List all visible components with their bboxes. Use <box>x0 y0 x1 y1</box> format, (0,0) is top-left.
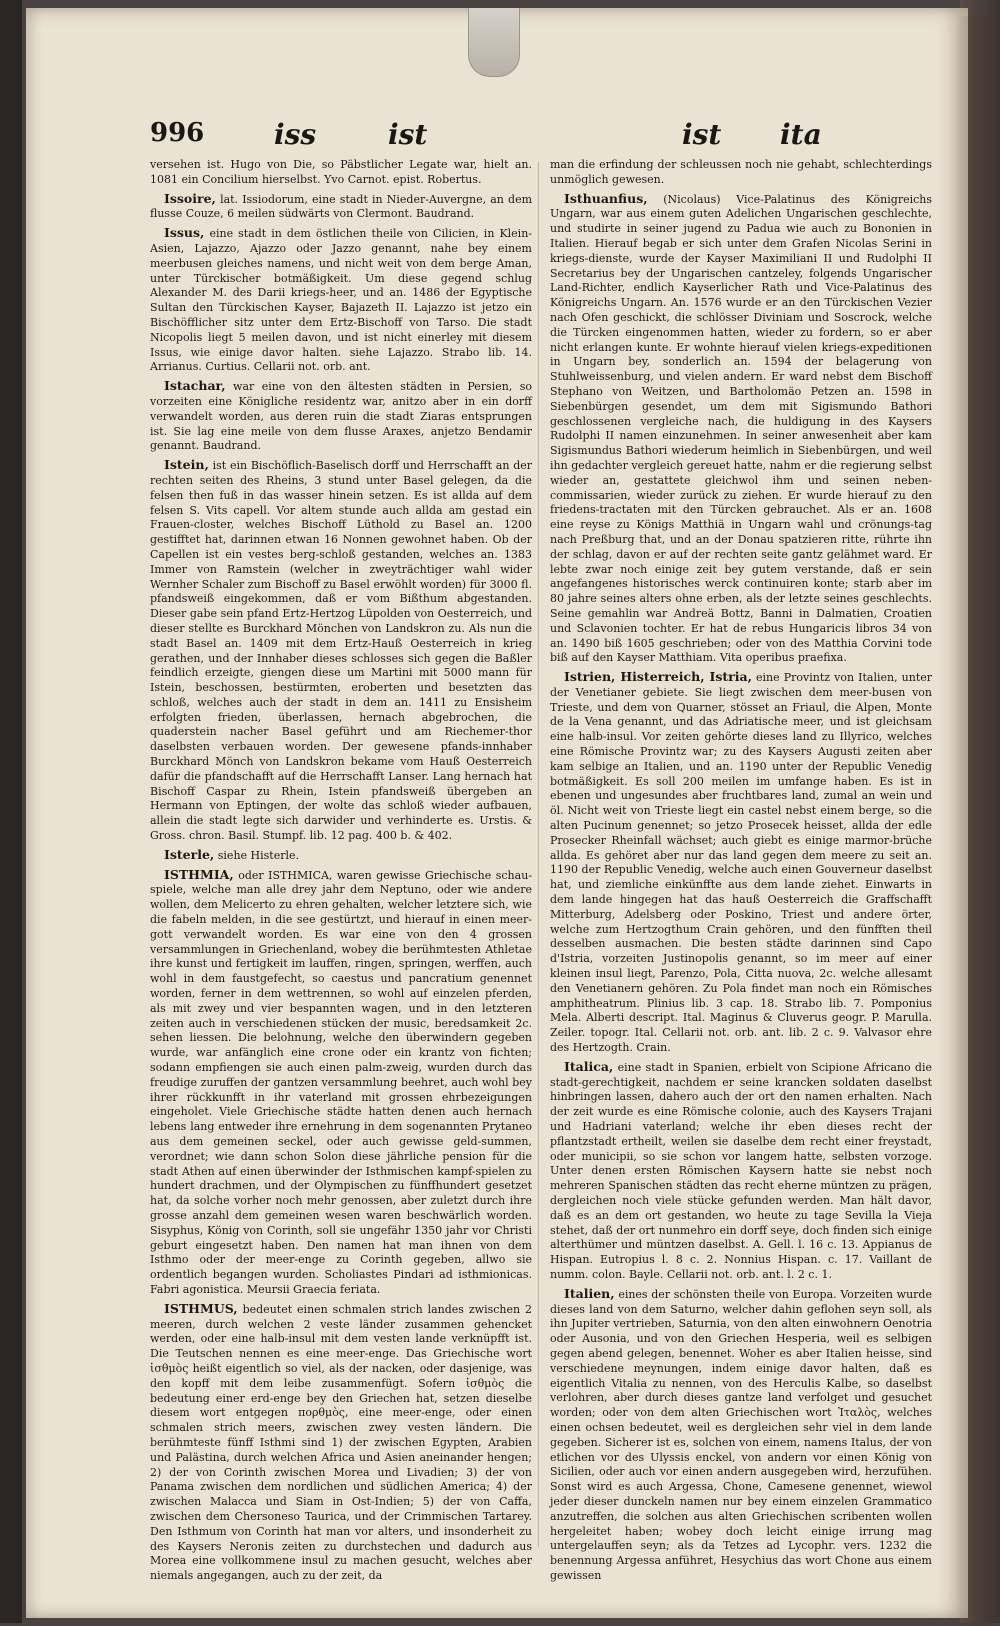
entry-text: versehen ist. Hugo von Die, so Päbstlicher Legate war, hielt an. 1081 ein Concilium hierselbst. Yvo Carnot. epist. Robertus. <box>150 158 532 186</box>
entry-text: lat. Issiodorum, eine stadt in Nieder-Auvergne, an dem flusse Couze, 6 meilen südwärts von Clermont. Baudrand. <box>150 192 533 221</box>
dictionary-entry <box>550 158 932 188</box>
entry-text: siehe Histerle. <box>217 848 299 862</box>
entry-headword: Isterle, <box>164 846 215 862</box>
running-header <box>150 118 822 158</box>
entry-headword: Istrien, Histerreich, Istria, <box>564 669 752 685</box>
entry-headword: Issoire, <box>164 190 216 206</box>
dictionary-entry <box>150 192 532 223</box>
entry-text: war eine von den ältesten städten in Persien, so vorzeiten eine Königliche residentz war, anitzo aber in ein dorff verwandelt worden, aus deren ruin die stadt Ziaras entsprungen ist. Sie lag eine meile von dem flusse Araxes, anjetzo Bendamir genannt. Baudrand. <box>150 380 533 453</box>
dictionary-entry <box>150 226 532 375</box>
entry-headword: Isthuanfius, <box>564 190 648 206</box>
guide-word-right-2: ita <box>780 118 822 151</box>
dictionary-entry <box>150 458 532 844</box>
dictionary-entry <box>150 158 532 188</box>
dictionary-entry <box>550 192 932 667</box>
entry-headword: ISTHMIA, <box>164 866 234 882</box>
page-number: 996 <box>150 118 205 148</box>
entry-text: eines der schönsten theile von Europa. Vorzeiten wurde dieses land von dem Saturno, welcher dahin geflohen seyn soll, als ihn Jupiter vertrieben, Saturnia, von den alten einwohnern Oenotria oder Ausonia, und von den Griechen Hesperia, weil es selbigen gegen abend gelegen, benennet. Woher es aber Italien heisse, sind verschiedene meynungen, indem einige davor halten, daß es eigentlich Vitalia zu nennen, von des Herculis Kalbe, so daselbst verlohren, aber durch dieses gantze land verfolget und gesuchet worden; oder von dem alten Griechischen wort Ἰταλὸς, welches einen ochsen bedeutet, weil es dergleichen sehr viel in dem lande gegeben. Sicherer ist es, solchen von einem, namens Italus, der von etlichen vor des Ulyssis enckel, von andern vor einen König von Sicilien, oder auch vor einen andern ausgegeben wird, herzufühen. Sonst wird es auch Argessa, Chone, Camesene genennet, wiewol jeder dieser dunckeln namen nur bey einem einzelen Grammatico anzutreffen, die solchen aus alten Griechischen scribenten wollen hergeleitet haben; wobey doch leicht einige irrung mag untergelauffen seyn; als da Tetzes ad Lycophr. vers. 1232 die benennung Argessa anführet, Hesychius das wort Chone aus einem gewissen <box>550 1287 932 1582</box>
entry-text: eine stadt in dem östlichen theile von Cilicien, in Klein-Asien, Lajazzo, Ajazzo oder Jazzo genannt, nahe bey einem meerbusen gleiches namens, und nicht weit von dem berge Aman, unter Türckischer botmäßigkeit. Um diese gegend schlug Alexander M. des Darii kriegs-heer, und an. 1486 der Egyptische Sultan den Türckischen Kayser, Bajazeth II. Lajazzo ist jetzo ein Bischöfflicher sitz unter dem Ertz-Bischoff von Tarso. Die stadt Nicopolis liegt 5 meilen davon, und ist nicht einerley mit diesem Issus, wie einige davor halten. siehe Lajazzo. Strabo lib. 14. Arrianus. Curtius. Cellarii not. orb. ant. <box>150 227 533 374</box>
entry-headword: Italien, <box>564 1285 615 1301</box>
dictionary-entry <box>150 1302 532 1584</box>
entry-headword: Istein, <box>164 457 209 473</box>
column-divider <box>538 162 539 1547</box>
entry-headword: Istachar, <box>164 378 226 394</box>
entry-text: oder ISTHMICA, waren gewisse Griechische schau-spiele, welche man alle drey jahr dem Neptuno, oder wie andere wollen, dem Melicerto zu ehren gehalten, welcher letztere sich, wie die fabeln melden, in die see gestürtzt, und hierauf in einen meer-gott verwandelt worden. Es war eine von den 4 grossen versammlungen in Griechenland, wobey die berühmtesten Athletae ihre kunst und fertigkeit im lauffen, ringen, springen, werffen, auch wohl in dem faustgefecht, so caestus und pancratium genennet worden, ferner in dem wettrennen, so wohl auf einzelen pferden, als mit zwey und vier bespannten wagen, und in den letzteren zeiten auch in verschiedenen stücken der music, beredsamkeit 2c. sehen liessen. Die belohnung, welche den überwindern gegeben wurde, war anfänglich eine crone oder ein krantz von fichten; sodann empfiengen sie auch einen palm-zweig, wurden durch das freudige zuruffen der gantzen versammlung beehret, auch wohl bey ihrer rückkunfft in ihr vaterland mit grossen ehrbezeigungen eingeholet. Viele Griechische städte hatten denen auch hernach lebens lang entweder ihre ernehrung in dem sogenannten Prytaneo aus dem gemeinen seckel, oder auch gewisse geld-summen, verordnet; wie dann schon Solon diese jährliche pension für die stadt Athen auf einen überwinder der Isthmischen kampf-spielen zu hundert drachmen, und der Olympischen zu fünffhundert gesetzet hat, da solche vorher noch mehr genossen, aber zuletzt durch ihre grosse anzahl dem gemeinen wesen waren beschwärlich worden. Sisyphus, König von Corinth, soll sie ungefähr 1350 jahr vor Christi geburt eingesetzt haben. Den namen hat man ihnen von dem Isthmo oder der meer-enge zu Corinth gegeben, allwo sie ordentlich begangen wurden. Scholiastes Pindari ad isthmionicas. Fabri agonistica. Meursii Graecia feriata. <box>150 868 532 1296</box>
scan-backdrop-left <box>0 0 22 1623</box>
dictionary-entry <box>150 379 532 454</box>
guide-word-left-1: iss <box>274 118 317 151</box>
dictionary-entry <box>550 1287 932 1584</box>
entry-text: eine Provintz von Italien, unter der Venetianer gebiete. Sie liegt zwischen dem meer-busen von Trieste, und dem von Quarner, stösset an Friaul, die Alpen, Monte de la Vena genannt, und das Adriatische meer, und ist gleichsam eine halb-insul. Vor zeiten gehörte dieses land zu Illyrico, welches eine Römische Provintz war; zu des Kaysers Augusti zeiten aber kam selbige an Italien, und an. 1190 unter der Republic Venedig botmäßigkeit. Es soll 200 meilen im umfange haben. Es ist in ebenen und ungesundes aber fruchtbares land, zumal an wein und öl. Nicht weit von Trieste liegt ein castel nebst einem berge, so die alten Pucinum genennet; so jetzo Prosecek heisset, allda der edle Prosecker Rheinfall wächset; auch giebt es einige marmor-brüche allda. Es gehöret aber nur das land gegen dem meere zu seit an. 1190 der Republic Venedig, welche auch einen Gouverneur daselbst hat, und ziemliche einkünffte aus dem lande ziehet. Einwarts in dem lande hingegen hat das hauß Oesterreich die Graffschafft Mitterburg, Adelsberg oder Poskino, Triest und andere örter, welche zum Hertzogthum Crain gehören, und den fünfften theil desselben ausmachen. Die besten städte darinnen sind Capo d'Istria, vorzeiten Justinopolis genannt, so im meer auf einer kleinen insul liegt, Parenzo, Pola, Citta nuova, 2c. welche allesamt den Venetianern gehören. Zu Pola findet man noch ein Römisches amphitheatrum. Plinius lib. 3 cap. 18. Strabo lib. 7. Pomponius Mela. Alberti descript. Ital. Maginus & Cluverus geogr. P. Marulla. Zeiler. topogr. Ital. Cellarii not. orb. ant. lib. 2 c. 9. Valvasor ehre des Hertzogth. Crain. <box>550 671 933 1055</box>
left-column <box>150 158 533 1583</box>
dictionary-entry <box>550 670 932 1056</box>
entry-text: bedeutet einen schmalen strich landes zwischen 2 meeren, durch welchen 2 veste länder zusammen gehencket werden, oder eine halb-insul mit dem vesten lande verknüpfft ist. Die Teutschen nennen es eine meer-enge. Das Griechische wort ἰσθμὸς heißt eigentlich so viel, als der nacken, oder dasjenige, was den kopff mit dem leibe zusammenfügt. Sofern ἰσθμὸς die bedeutung einer erd-enge bey den Griechen hat, setzen dieselbe diesem wort entgegen πορθμὸς, eine meer-enge, oder einen schmalen strich meers, zwischen zwey vesten ländern. Die berühmteste fünff Isthmi sind 1) der zwischen Egypten, Arabien und Palästina, durch welchen Africa und Asien aneinander hengen; 2) der von Corinth zwischen Morea und Livadien; 3) der von Panama zwischen dem nordlichen und südlichen America; 4) der zwischen Malacca und Siam in Ost-Indien; 5) der von Caffa, zwischen dem Chersoneso Taurica, und der Crimmischen Tartarey. Den Isthmum von Corinth hat man vor alters, und insonderheit zu des Kaysers Neronis zeiten zu durchstechen und dadurch aus Morea eine vollkommene insul zu machen gesucht, welches aber niemals angegangen, auch zu der zeit, da <box>150 1302 532 1583</box>
dictionary-entry <box>150 848 532 864</box>
entry-text: man die erfindung der schleussen noch nie gehabt, schlechterdings unmöglich gewesen. <box>550 158 932 186</box>
dictionary-entry <box>150 868 532 1298</box>
entry-headword: Italica, <box>564 1058 614 1074</box>
dictionary-entry <box>550 1060 932 1283</box>
entry-text: (Nicolaus) Vice-Palatinus des Königreichs Ungarn, war aus einem guten Adelichen Ungarischen geschlechte, und studirte in seiner jugend zu Padua wie auch zu Bononien in Italien. Hierauf begab er sich unter dem Grafen Nicolas Serini in kriegs-dienste, wurde der Kayser Maximiliani II und Rudolphi II Secretarius bey der Ungarischen cantzeley, folgends Ungarischer Land-Richter, endlich Kayserlicher Rath und Vice-Palatinus des Königreichs Ungarn. An. 1576 wurde er an den Türckischen Vezier nach Ofen geschickt, die schlösser Diviniam und Soscrock, welche die Türcken eingenommen hatten, wieder zu fordern, so er aber nicht erlangen kunte. Er wohnte hierauf vielen kriegs-expeditionen in Ungarn bey, sonderlich an. 1594 der belagerung von Stuhlweissenburg, und vielen andern. Er ward nebst dem Bischoff Stephano von Weitzen, und Bartholomäo Petzen an. 1598 in Siebenbürgen gesendet, um dem mit Sigismundo Bathori geschlossenen vergleiche nach, die huldigung in des Kaysers Rudolphi II namen einzunehmen. In seiner anwesenheit aber kam Sigismundus Bathori wiederum heimlich in Siebenbürgen, und weil ihn gedachter vergleich gereuet hatte, nahm er die regierung selbst wieder an, gestattete gleichwol ihm und seinen neben-commissarien, wieder zurück zu ziehen. Er wurde hierauf zu den friedens-tractaten mit den Türcken gebrauchet. Als er an. 1608 eine reyse zu Königs Matthiä in Ungarn wahl und crönungs-tag nach Preßburg that, und an der Donau spatzieren ritte, rührte ihn der schlag, davon er auf der rechten seite gantz gelähmet ward. Er lebte zwar noch einige zeit bey gutem verstande, daß er sein angefangenes historisches werck continuiren konte; starb aber im 80 jahre seines alters ohne erben, als der letzte seines geschlechts. Seine gemahlin war Andreä Bottz, Banni in Dalmatien, Croatien und Sclavonien tochter. Er hat de rebus Hungaricis libros 34 von an. 1490 biß 1605 geschrieben; oder von des Matthia Corvini tode biß auf den Kayser Matthiam. Vita operibus praefixa. <box>550 192 932 665</box>
entry-text: eine stadt in Spanien, erbielt von Scipione Africano die stadt-gerechtigkeit, nachdem er seine krancken soldaten daselbst hinbringen lassen, dahero auch der ort den namen erhalten. Nach der zeit wurde es eine Römische colonie, auch des Kaysers Trajani und Hadriani vaterland; welche ihr eben dieses recht der pflantzstadt ertheilt, weilen sie daselbe dem recht einer freystadt, oder municipii, so sie schon vor langem hatte, selbsten vorzoge. Unter denen ersten Römischen Kaysern hatte sie nebst noch mehreren Spanischen städten das recht eherne müntzen zu prägen, dergleichen noch viele stücke gefunden werden. Man hält davor, daß es an dem ort gestanden, wo heute zu tage Sevilla la Vieja stehet, daß der ort nunmehro ein dorff seye, doch finden sich einige alterthümer und müntzen daselbst. A. Gell. l. 16 c. 13. Appianus de Hispan. Eutropius l. 8 c. 2. Nonnius Hispan. c. 17. Vaillant de numm. colon. Bayle. Cellarii not. orb. ant. l. 2 c. 1. <box>550 1060 932 1281</box>
entry-text: ist ein Bischöflich-Baselisch dorff und Herrschafft an der rechten seiten des Rheins, 3 stund unter Basel gelegen, da die felsen thеn fuß in das wasser hinein setzen. Es ist allda auf dem felsen S. Vits capell. Vor altem stunde auch allda am gestad ein Frauen-closter, welches Bischoff Lüthold zu Basel an. 1200 gestifftet hat, darinnen etwan 16 Nonnen gewohnet haben. Ob der Capellen ist ein vestes berg-schloß gestanden, welches an. 1383 Immer von Ramstein (welcher in zweyträchtiger wahl wider Wernher Schaler zum Bischoff zu Basel erwöhlt worden) für 3000 fl. pfandsweiß eingekommen, daß er vom Bißthum abgestanden. Dieser gabe sein pfand Ertz-Hertzog Lüpolden von Oesterreich, und dieser stellte es Burckhard Mönchen von Landskron zu. Als nun die stadt Basel an. 1409 mit dem Ertz-Hauß Oesterreich in krieg gerathen, und der Innhaber dieses schlosses sich gegen die Baßler feindlich erzeigte, giengen diese um Martini mit 5000 mann für Istein, beschossen, bestürmten, eroberten und besetzten das schloß, welches auch der stadt in dem an. 1411 zu Ensisheim erfolgten frieden, überlassen, hernach abgebrochen, die quaderstein nacher Basel geführt und am Riechemer-thor daselbsten verbauen worden. Der gewesene pfands-innhaber Burckhard Mönch von Landskron bekame vom Hauß Oesterreich dafür die pfandschafft auf die Herrschafft Lanser. Lang hernach hat Bischoff Caspar zu Rhein, Istein pfandsweiß übergeben an Hermann von Eptingen, der wolte das schloß wieder aufbauen, allein die stadt legte sich darwider und verhinderte es. Urstis. & Gross. chron. Basil. Stumpf. lib. 12 pag. 400 b. & 402. <box>150 459 533 843</box>
entry-headword: Issus, <box>164 225 205 241</box>
spine-shadow <box>956 16 994 1626</box>
right-column <box>550 158 933 1582</box>
entry-headword: ISTHMUS, <box>164 1300 238 1316</box>
page-clip <box>468 8 520 77</box>
guide-word-right-1: ist <box>682 118 722 151</box>
guide-word-left-2: ist <box>388 118 428 151</box>
